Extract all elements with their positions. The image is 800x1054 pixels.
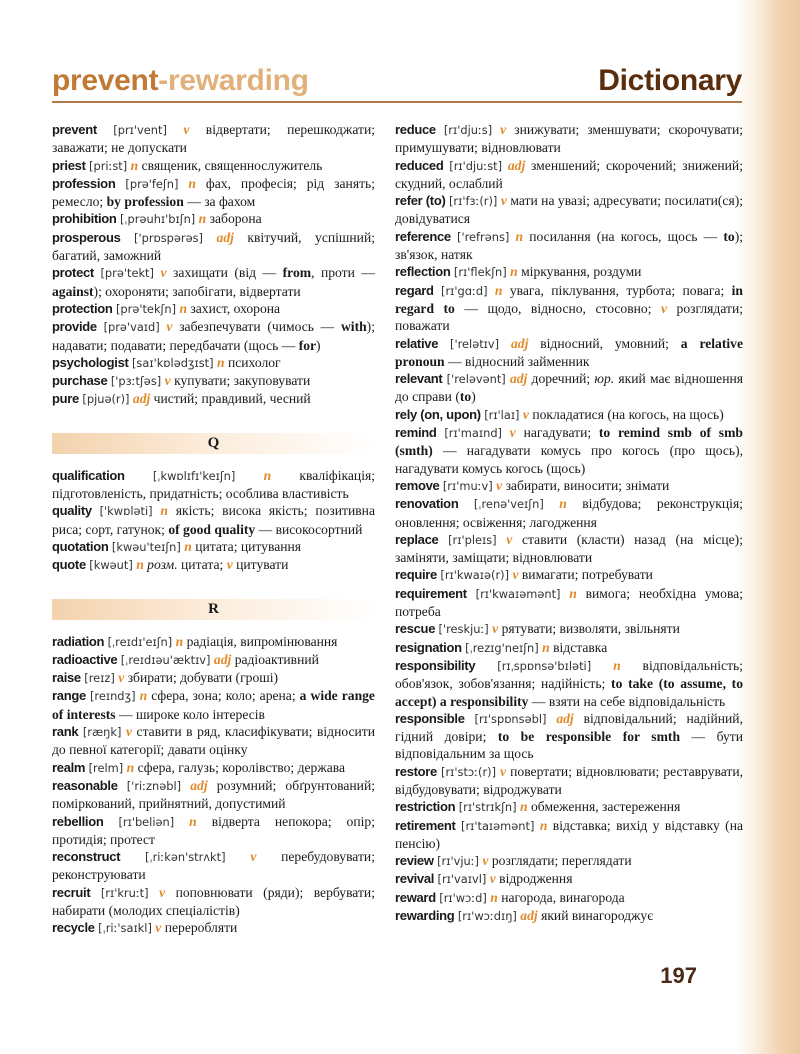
definition: забезпечувати (чимось — with); надавати; подавати; передбачати (щось — for)	[52, 319, 375, 353]
dictionary-entry	[395, 335, 743, 371]
transcription: [relm]	[88, 760, 124, 775]
headword: raise	[52, 670, 81, 686]
definition: міркування, роздуми	[521, 264, 642, 280]
definition: ставити (класти) назад (на місце); заміняти, заміщати; відновлювати	[395, 531, 743, 566]
definition: відставка	[553, 639, 608, 655]
headword: reconstruct	[52, 849, 121, 865]
transcription: ['kwɒləti]	[99, 504, 153, 519]
definition: священик, священнослужитель	[141, 157, 323, 173]
headword: provide	[52, 319, 97, 335]
headword: priest	[52, 157, 86, 173]
headword: responsible	[395, 710, 465, 726]
dictionary-entry	[395, 710, 743, 763]
headword: renovation	[395, 496, 459, 512]
dictionary-entry	[395, 406, 743, 424]
headword: restriction	[395, 799, 456, 815]
dictionary-entry	[395, 798, 743, 816]
dictionary-entry	[52, 848, 375, 884]
section-title: Dictionary	[598, 64, 742, 97]
part-of-speech: n	[136, 557, 144, 573]
definition: покладатися (на когось, на щось)	[532, 406, 724, 422]
transcription: ['relətɪv]	[450, 336, 500, 351]
part-of-speech: n	[179, 300, 187, 316]
headword: radioactive	[52, 651, 118, 667]
part-of-speech: v	[118, 670, 125, 686]
headword: pure	[52, 391, 79, 407]
dictionary-entry	[395, 907, 743, 925]
part-of-speech: v	[492, 621, 499, 637]
part-of-speech: adj	[190, 777, 208, 793]
part-of-speech: v	[166, 319, 173, 335]
headword: range	[52, 688, 86, 704]
transcription: [ˌreɪdɪ'eɪʃn]	[107, 634, 173, 649]
dictionary-entry	[52, 556, 375, 574]
headword: revival	[395, 871, 435, 887]
definition: відповідальний; надійний, гідний довіри; to be responsible for smth — бути відповідальним за щось	[395, 710, 744, 762]
definition: захист, охорона	[190, 300, 281, 316]
headword: remove	[395, 477, 440, 493]
headword: relevant	[395, 371, 443, 387]
transcription: [rɪ'vaɪvl]	[437, 872, 487, 887]
transcription: [rɪ'pleɪs]	[448, 532, 497, 547]
dictionary-entry	[52, 318, 375, 354]
part-of-speech: adj	[213, 651, 232, 667]
transcription: [rɪ'gɑːd]	[441, 283, 488, 298]
part-of-speech: n	[515, 228, 524, 244]
header-divider	[52, 101, 742, 103]
headword: remind	[395, 425, 437, 441]
headword: reflection	[395, 264, 451, 280]
headword: rescue	[395, 621, 436, 637]
transcription: [ræŋk]	[82, 725, 122, 740]
transcription: ['riːznəbl]	[126, 778, 182, 793]
dictionary-entry	[52, 502, 375, 538]
part-of-speech: v	[159, 884, 166, 900]
part-of-speech: adj	[510, 335, 529, 351]
section-header-q: Q	[52, 433, 375, 454]
definition: радіоактивний	[234, 651, 319, 667]
part-of-speech: n	[188, 175, 196, 191]
transcription: [reɪndʒ]	[89, 689, 136, 704]
headword: purchase	[52, 373, 108, 389]
range-last-word: rewarding	[167, 64, 309, 97]
definition: поповнювати (ряди); вербувати; набирати (молодих спеціалістів)	[52, 884, 375, 918]
transcription: [rɪˌspɒnsə'bɪləti]	[497, 658, 592, 673]
transcription: [rɪ'maɪnd]	[444, 426, 503, 441]
definition: чистий; правдивий, чесний	[153, 391, 311, 407]
dictionary-entry	[395, 566, 743, 584]
headword: qualification	[52, 467, 125, 483]
definition: фах, професія; рід занять; ремесло; by profession — за фахом	[52, 175, 375, 210]
headword: restore	[395, 763, 437, 779]
entries-q	[52, 467, 375, 575]
definition: який винагороджує	[541, 908, 654, 924]
transcription: ['reskjuː]	[438, 622, 489, 637]
transcription: [rɪ'vjuː]	[437, 854, 479, 869]
transcription: [rɪ'laɪ]	[484, 407, 520, 422]
part-of-speech: n	[126, 759, 135, 775]
section-header-r: R	[52, 599, 375, 620]
part-of-speech: v	[500, 763, 507, 779]
part-of-speech: n	[539, 817, 548, 833]
dictionary-entry	[395, 282, 743, 335]
headword: prohibition	[52, 211, 117, 227]
definition: сфера, галузь; королівство; держава	[137, 759, 346, 775]
dictionary-entry	[52, 813, 375, 849]
dictionary-entry	[395, 763, 743, 799]
definition: якість; висока якість; позитивна риса; сорт, гатунок; of good quality — високосортний	[52, 503, 375, 537]
definition: відвертати; перешкоджати; заважати; не допускати	[52, 122, 375, 156]
headword: quality	[52, 503, 92, 519]
headword: refer (to)	[395, 193, 446, 209]
transcription: [saɪ'kɒlədʒɪst]	[131, 355, 214, 370]
transcription: [ˌriː'saɪkl]	[98, 921, 152, 936]
definition: мати на увазі; адресувати; посилати(ся); довідуватися	[395, 193, 744, 227]
transcription: [rɪ'djuːs]	[443, 123, 493, 137]
part-of-speech: n	[263, 467, 272, 483]
transcription: [rɪ'wɔːd]	[439, 890, 487, 905]
headword: reference	[395, 228, 451, 244]
headword: prevent	[52, 122, 97, 137]
headword: reduced	[395, 157, 444, 173]
part-of-speech: v	[500, 193, 507, 209]
part-of-speech: v	[125, 724, 132, 740]
part-of-speech: n	[510, 264, 518, 280]
part-of-speech: n	[520, 799, 528, 815]
part-of-speech: v	[489, 871, 496, 887]
definition: обмеження, застереження	[530, 799, 681, 815]
dictionary-entry	[52, 354, 375, 372]
dictionary-entry	[52, 372, 375, 390]
part-of-speech: v	[496, 477, 503, 493]
dictionary-entry	[52, 759, 375, 777]
part-of-speech: n	[494, 282, 503, 298]
definition: відносний, умовний; a relative pronoun — відносний займенник	[395, 335, 743, 369]
headword: realm	[52, 759, 86, 775]
transcription: [prə'vaɪd]	[103, 320, 160, 335]
headword: quote	[52, 557, 86, 573]
dictionary-entry	[52, 264, 375, 300]
dictionary-entry	[395, 620, 743, 638]
dictionary-entry	[395, 477, 743, 495]
headword: recycle	[52, 920, 95, 936]
dictionary-entry	[52, 121, 375, 157]
dictionary-entry	[52, 723, 375, 759]
part-of-speech: v	[506, 531, 513, 547]
transcription: [rɪ'djuːst]	[449, 158, 503, 173]
transcription: [rɪ'strɪkʃn]	[458, 800, 517, 815]
headword: rank	[52, 724, 79, 740]
transcription: [prɪ'vent]	[113, 123, 167, 137]
dictionary-entry	[395, 585, 743, 621]
dictionary-entry	[395, 228, 743, 264]
part-of-speech: v	[509, 425, 516, 441]
transcription: [rɪ'kwaɪəmənt]	[475, 586, 561, 601]
transcription: [rɪ'fɜː(r)]	[448, 194, 498, 209]
headword: reward	[395, 889, 436, 905]
dictionary-entry	[52, 390, 375, 408]
dictionary-entry	[52, 157, 375, 175]
definition: купувати; закуповувати	[174, 373, 311, 389]
transcription: [ˌprəuhɪ'bɪʃn]	[119, 212, 196, 227]
transcription: [prə'tekt]	[100, 266, 154, 281]
headword: psychologist	[52, 354, 129, 370]
headword: recruit	[52, 884, 91, 900]
headword: relative	[395, 335, 439, 351]
part-of-speech: n	[189, 813, 197, 829]
part-of-speech: adj	[520, 908, 538, 924]
part-of-speech: n	[217, 354, 225, 370]
part-of-speech: v	[155, 920, 162, 936]
dictionary-entry	[52, 467, 375, 503]
headword: responsibility	[395, 657, 476, 673]
definition: відповідальність; обов'язок, зобов'язання; надійність; to take (to assume, to accept) a responsibility — взяти на себе відповідальність	[395, 657, 743, 709]
entries-p	[52, 121, 375, 409]
transcription: [ˌreɪdɪəu'æktɪv]	[120, 652, 211, 667]
part-of-speech: n	[139, 688, 148, 704]
transcription: [rɪ'beliən]	[118, 814, 175, 829]
headword: replace	[395, 531, 439, 547]
transcription: [kwəut]	[89, 558, 133, 573]
part-of-speech: v	[482, 853, 489, 869]
page-range-title	[52, 62, 309, 100]
definition: посилання (на когось, щось — to); зв'язок, натяк	[395, 228, 744, 263]
left-column	[52, 121, 375, 938]
headword: resignation	[395, 639, 462, 655]
definition: нагадувати; to remind smb of smb (smth) — нагадувати комусь про когось (про щось), нагадувати комусь когось (щось)	[395, 425, 743, 476]
headword: prosperous	[52, 229, 121, 245]
headword: profession	[52, 175, 116, 191]
definition: відставка; вихід у відставку (на пенсію)	[395, 817, 744, 851]
transcription: [ˌriːkən'strʌkt]	[145, 850, 226, 865]
transcription: ['pɜːtʃəs]	[110, 374, 162, 389]
transcription: [rɪ'wɔːdɪŋ]	[457, 909, 517, 924]
range-first-word: prevent	[52, 64, 159, 97]
part-of-speech: n	[198, 211, 207, 227]
dictionary-entry	[52, 175, 375, 211]
definition: кваліфікація; підготовленість, придатність; особлива властивість	[52, 467, 376, 502]
entries-right	[395, 121, 743, 925]
transcription: [rɪ'muːv]	[442, 478, 493, 493]
part-of-speech: n	[569, 585, 577, 601]
headword: reasonable	[52, 777, 118, 793]
headword: radiation	[52, 633, 105, 649]
transcription: [prə'tekʃn]	[115, 301, 177, 316]
definition: цитата; цитування	[195, 538, 302, 554]
dictionary-entry	[395, 263, 743, 281]
dictionary-entry	[52, 919, 375, 937]
transcription: [pjuə(r)]	[82, 392, 130, 407]
headword: retirement	[395, 817, 456, 833]
part-of-speech: n	[559, 496, 567, 512]
dictionary-entry	[395, 121, 743, 157]
definition: відбудова; реконструкція; оновлення; освіження; лагодження	[395, 496, 743, 530]
definition: розм. цитата; v цитувати	[147, 557, 289, 573]
part-of-speech: v	[512, 567, 519, 583]
dictionary-entry	[395, 657, 743, 710]
part-of-speech: n	[130, 157, 139, 173]
dictionary-entry	[52, 651, 375, 669]
definition: повертати; відновлювати; реставрувати, відбудовувати; відроджувати	[395, 763, 744, 797]
definition: розглядати; переглядати	[491, 853, 632, 869]
transcription: [priːst]	[89, 158, 128, 173]
transcription: [ˌrezɪg'neɪʃn]	[465, 640, 539, 655]
definition: ставити в ряд, класифікувати; відносити до певної категорії; давати оцінку	[52, 724, 376, 758]
part-of-speech: adj	[216, 229, 234, 245]
dictionary-entry	[52, 884, 375, 920]
transcription: [rɪ'kruːt]	[100, 885, 149, 900]
part-of-speech: n	[175, 633, 184, 649]
dictionary-entry	[395, 192, 743, 228]
dictionary-entry	[52, 777, 375, 813]
part-of-speech: adj	[507, 157, 526, 173]
dictionary-entry	[52, 538, 375, 556]
part-of-speech: n	[613, 657, 621, 673]
transcription: [rɪ'flekʃn]	[453, 265, 507, 280]
part-of-speech: v	[183, 122, 190, 137]
part-of-speech: adj	[132, 391, 151, 407]
headword: regard	[395, 282, 434, 298]
dictionary-entry	[395, 424, 743, 477]
definition: забирати, виносити; знімати	[505, 477, 670, 493]
dictionary-entry	[52, 687, 375, 723]
part-of-speech: adj	[509, 371, 528, 387]
headword: reduce	[395, 122, 436, 137]
part-of-speech: v	[160, 265, 167, 281]
transcription: [rɪ'stɔː(r)]	[441, 764, 497, 779]
definition: розумний; обґрунтований; поміркований, прийнятний, допустимий	[52, 777, 376, 812]
part-of-speech: v	[164, 373, 171, 389]
definition: переробляти	[164, 920, 238, 936]
definition: зменшений; скорочений; знижений; скудний, ослаблий	[395, 157, 743, 191]
dictionary-entry	[395, 852, 743, 870]
dictionary-entry	[395, 157, 743, 193]
dictionary-entry	[395, 870, 743, 888]
definition: відверта непокора; опір; протидія; протест	[52, 813, 375, 847]
dictionary-entry	[395, 370, 743, 406]
dictionary-entry	[395, 639, 743, 657]
definition: радіація, випромінювання	[186, 633, 338, 649]
part-of-speech: adj	[556, 710, 574, 726]
transcription: [ˌrenə'veɪʃn]	[473, 497, 544, 512]
transcription: ['reləvənt]	[446, 372, 506, 387]
entries-r	[52, 633, 375, 938]
headword: protection	[52, 300, 113, 316]
part-of-speech: n	[542, 639, 550, 655]
transcription: [rɪ'kwaɪə(r)]	[440, 568, 510, 583]
definition: захищати (від — from, проти — against); охороняти; запобігати, відвертати	[52, 265, 375, 299]
right-column	[395, 121, 743, 925]
transcription: ['prɒspərəs]	[134, 230, 203, 245]
definition: доречний; юр. який має відношення до справи (to)	[395, 371, 744, 405]
definition: відродження	[499, 871, 573, 887]
part-of-speech: v	[522, 406, 529, 422]
part-of-speech: v	[250, 849, 257, 865]
transcription: [reɪz]	[84, 671, 115, 686]
definition: знижувати; зменшувати; скорочувати; примушувати; відновлювати	[395, 122, 744, 156]
headword: rebellion	[52, 813, 104, 829]
definition: квітучий, успішний; багатий, заможний	[52, 229, 376, 264]
transcription: [prə'feʃn]	[125, 176, 179, 191]
dictionary-entry	[395, 495, 743, 531]
range-dash: -	[158, 64, 168, 97]
headword: require	[395, 567, 437, 583]
definition: заборона	[209, 211, 262, 227]
definition: рятувати; визволяти, звільняти	[501, 621, 680, 637]
definition: вимога; необхідна умова; потреба	[395, 585, 743, 620]
headword: rewarding	[395, 908, 455, 924]
dictionary-entry	[52, 300, 375, 318]
dictionary-entry	[52, 210, 375, 228]
dictionary-entry	[52, 633, 375, 651]
headword: quotation	[52, 538, 109, 554]
part-of-speech: v	[500, 122, 507, 137]
transcription: [rɪ'spɒnsəbl]	[474, 711, 547, 726]
transcription: [rɪ'taɪəmənt]	[461, 818, 535, 833]
dictionary-entry	[395, 531, 743, 567]
definition: увага, піклування, турбота; повага; in regard to — щодо, відносно, стосовно; v розглядати; поважати	[395, 282, 744, 334]
transcription: ['refrəns]	[457, 229, 510, 244]
definition: нагорода, винагорода	[501, 889, 625, 905]
headword: protect	[52, 265, 94, 281]
definition: сфера, зона; коло; арена; a wide range of interests — широке коло інтересів	[52, 688, 375, 722]
part-of-speech: n	[160, 503, 168, 519]
dictionary-entry	[52, 669, 375, 687]
part-of-speech: n	[490, 889, 498, 905]
part-of-speech: n	[184, 538, 192, 554]
dictionary-entry	[395, 817, 743, 853]
page-number: 197	[660, 963, 697, 988]
transcription: [ˌkwɒlɪfɪ'keɪʃn]	[152, 468, 236, 483]
transcription: [kwəu'teɪʃn]	[111, 539, 181, 554]
headword: requirement	[395, 585, 467, 601]
definition: збирати; добувати (гроші)	[127, 670, 279, 686]
dictionary-entry	[395, 889, 743, 907]
definition: психолог	[227, 354, 281, 370]
definition: вимагати; потребувати	[521, 567, 653, 583]
headword: rely (on, upon)	[395, 406, 481, 422]
headword: review	[395, 853, 434, 869]
definition: перебудовувати; реконструювати	[52, 849, 375, 883]
dictionary-entry	[52, 229, 375, 265]
